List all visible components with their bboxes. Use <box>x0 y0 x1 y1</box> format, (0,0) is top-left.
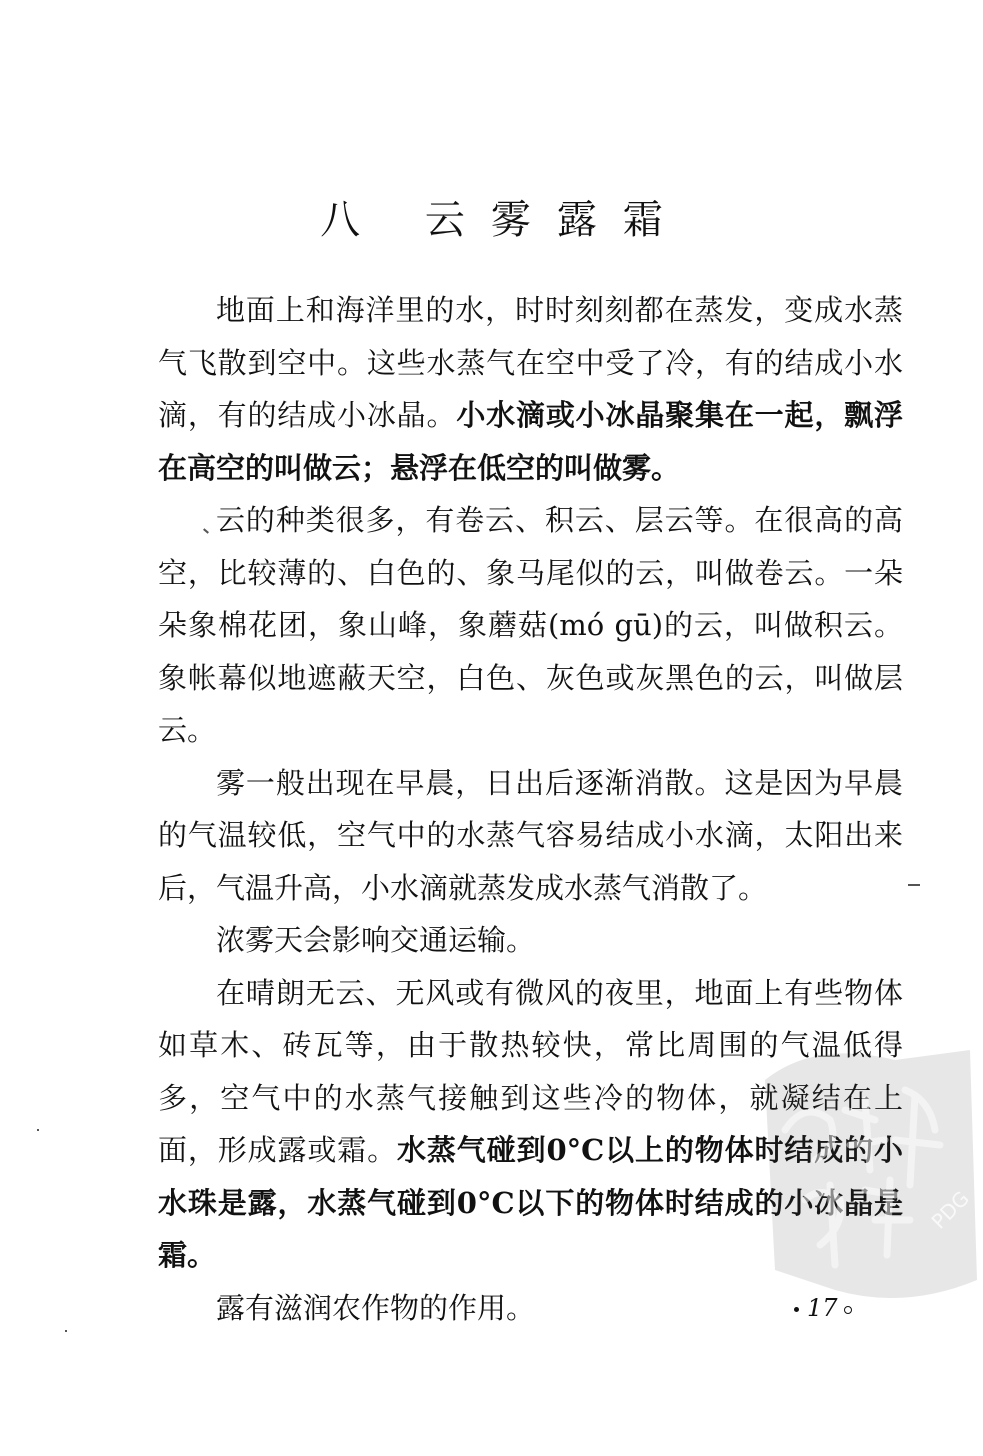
paragraph-5-text: 在晴朗无云、无风或有微风的夜里，地面上有些物体如草木、砖瓦等，由于散热较快，常比周围的气温低得多，空气中的水蒸气接触到这些冷的物体，就凝结在上面，形成露或霜。 <box>158 975 903 1167</box>
scan-speck <box>908 884 920 886</box>
paragraph-3 <box>158 757 903 915</box>
paragraph-1 <box>158 284 903 494</box>
paragraph-2-text: 云的种类很多，有卷云、积云、层云等。在很高的高空，比较薄的、白色的、象马尾似的云，叫做卷云。一朵朵象棉花团，象山峰，象蘑菇(mó gū)的云，叫做积云。象帐幕似地遮蔽天空，白色、灰色或灰黑色的云，叫做层云。 <box>158 503 903 747</box>
watermark-label: PDG <box>926 1186 974 1234</box>
library-watermark-seal <box>745 1020 983 1320</box>
paragraph-6-text: 露有滋润农作物的作用。 <box>216 1290 536 1325</box>
paragraph-3-text: 雾一般出现在早晨，日出后逐渐消散。这是因为早晨的气温较低，空气中的水蒸气容易结成小水滴，太阳出来后，气温升高，小水滴就蒸发成水蒸气消散了。 <box>158 765 903 905</box>
scan-speck <box>65 1330 67 1332</box>
paragraph-4-text: 浓雾天会影响交通运输。 <box>216 923 536 957</box>
paragraph-5-bold-text: 水蒸气碰到0°C以上的物体时结成的小水珠是露，水蒸气碰到0°C以下的物体时结成的小冰晶是霜。 <box>158 1133 903 1272</box>
page-title: 八 云雾露霜 <box>320 197 689 243</box>
paragraph-2 <box>158 494 903 757</box>
paragraph-4 <box>158 914 903 967</box>
paragraph-1-bold-text: 小水滴或小冰晶聚集在一起，飘浮在高空的叫做云；悬浮在低空的叫做雾。 <box>158 398 903 485</box>
scan-speck <box>37 1129 39 1131</box>
paragraph-1-text: 地面上和海洋里的水，时时刻刻都在蒸发，变成水蒸气飞散到空中。这些水蒸气在空中受了冷，有的结成小水滴，有的结成小冰晶。 <box>158 293 903 432</box>
page-number-value: 17 <box>807 1294 838 1322</box>
